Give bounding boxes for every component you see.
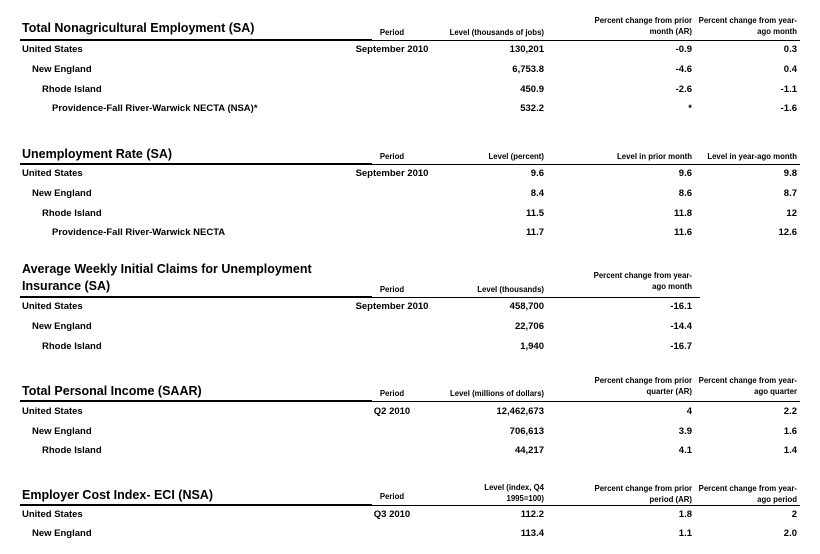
- table-row: [0, 297, 820, 317]
- change-prior-value: -2.6: [675, 84, 692, 95]
- region-name: Rhode Island: [42, 84, 102, 95]
- change-year-value: -16.7: [670, 341, 692, 352]
- table-row: [0, 317, 820, 337]
- table-row: [0, 60, 820, 80]
- change-year-value: 2: [791, 509, 797, 520]
- header-level: Level (thousands): [477, 285, 544, 294]
- table-row: [0, 337, 820, 357]
- table-row: [0, 40, 820, 60]
- change-year-value: 0.4: [783, 64, 797, 75]
- table-row: [0, 441, 820, 461]
- change-prior-value: 4.1: [678, 445, 692, 456]
- region-name: United States: [22, 301, 83, 312]
- level-value: 9.6: [530, 168, 544, 179]
- header-change-year: Percent change from year- ago month: [698, 16, 797, 36]
- level-value: 532.2: [520, 103, 544, 114]
- header-change-prior: Percent change from prior quarter (AR): [594, 376, 692, 396]
- change-year-value: 0.3: [783, 44, 797, 55]
- region-name: Rhode Island: [42, 445, 102, 456]
- change-year-value: 1.4: [783, 445, 797, 456]
- change-year-value: 9.8: [783, 168, 797, 179]
- header-period: Period: [379, 285, 405, 294]
- change-year-value: -1.1: [780, 84, 797, 95]
- region-name: New England: [32, 528, 92, 539]
- region-name: United States: [22, 406, 83, 417]
- table-row: [0, 164, 820, 184]
- change-year-value: 2.0: [783, 528, 797, 539]
- header-change-prior: Level in prior month: [617, 152, 692, 161]
- header-period: Period: [379, 389, 405, 398]
- level-value: 458,700: [509, 301, 544, 312]
- level-value: 22,706: [514, 321, 544, 332]
- period-value: September 2010: [355, 168, 429, 179]
- header-level: Level (percent): [488, 152, 544, 161]
- region-name: New England: [32, 321, 92, 332]
- change-year-value: 1.6: [783, 426, 797, 437]
- change-year-value: -14.4: [670, 321, 692, 332]
- table-row: [0, 80, 820, 100]
- level-value: 1,940: [520, 341, 544, 352]
- table-row: [0, 223, 820, 243]
- header-period: Period: [379, 492, 405, 501]
- section-title: Total Personal Income (SAAR): [22, 384, 202, 398]
- level-value: 450.9: [520, 84, 544, 95]
- level-value: 11.7: [526, 227, 544, 238]
- table-row: [0, 184, 820, 204]
- region-name: Rhode Island: [42, 208, 102, 219]
- table-row: [0, 99, 820, 119]
- header-period: Period: [379, 152, 405, 161]
- level-value: 8.4: [530, 188, 544, 199]
- period-value: Q3 2010: [373, 509, 411, 520]
- change-prior-value: 3.9: [678, 426, 692, 437]
- change-year-value: 12: [786, 208, 797, 219]
- region-name: New England: [32, 64, 92, 75]
- level-value: 6,753.8: [512, 64, 544, 75]
- level-value: 12,462,673: [496, 406, 544, 417]
- header-change-year: Level in year-ago month: [707, 152, 797, 161]
- period-value: September 2010: [355, 44, 429, 55]
- section-title: Total Nonagricultural Employment (SA): [22, 21, 255, 35]
- table-row: [0, 204, 820, 224]
- section-title: Unemployment Rate (SA): [22, 147, 173, 161]
- level-value: 113.4: [520, 528, 544, 539]
- change-year-value: -16.1: [670, 301, 692, 312]
- change-prior-value: 11.6: [674, 227, 692, 238]
- header-change-prior: Percent change from prior period (AR): [594, 484, 692, 504]
- level-value: 11.5: [526, 208, 544, 219]
- header-level: Level (thousands of jobs): [449, 28, 544, 37]
- header-level: Level (index, Q4 1995=100): [484, 483, 544, 503]
- header-level: Level (millions of dollars): [449, 389, 544, 398]
- change-year-value: 12.6: [778, 227, 797, 238]
- region-name: United States: [22, 509, 83, 520]
- change-prior-value: -4.6: [675, 64, 692, 75]
- change-prior-value: 8.6: [678, 188, 692, 199]
- region-name: New England: [32, 188, 92, 199]
- region-name: United States: [22, 44, 83, 55]
- section-title: Employer Cost Index- ECI (NSA): [22, 488, 213, 502]
- change-prior-value: *: [688, 103, 692, 114]
- region-name: Providence-Fall River-Warwick NECTA: [52, 227, 226, 238]
- region-name: United States: [22, 168, 83, 179]
- table-row: [0, 524, 820, 544]
- level-value: 44,217: [514, 445, 544, 456]
- change-prior-value: -0.9: [675, 44, 692, 55]
- header-change-year: Percent change from year- ago period: [698, 484, 797, 504]
- period-value: Q2 2010: [373, 406, 411, 417]
- table-row: [0, 505, 820, 525]
- level-value: 706,613: [509, 426, 544, 437]
- change-prior-value: 9.6: [678, 168, 692, 179]
- table-row: [0, 402, 820, 422]
- change-prior-value: 11.8: [674, 208, 692, 219]
- region-name: Providence-Fall River-Warwick NECTA (NSA)*: [52, 103, 258, 114]
- change-year-value: 8.7: [783, 188, 797, 199]
- period-value: September 2010: [355, 301, 429, 312]
- level-value: 112.2: [520, 509, 544, 520]
- region-name: Rhode Island: [42, 341, 102, 352]
- change-prior-value: 1.8: [678, 509, 692, 520]
- change-year-value: -1.6: [780, 103, 797, 114]
- section-title: Average Weekly Initial Claims for Unemployment Insurance (SA): [22, 262, 312, 293]
- header-change-year: Percent change from year- ago quarter: [698, 376, 797, 396]
- header-change-prior: Percent change from prior month (AR): [594, 16, 692, 36]
- level-value: 130,201: [509, 44, 544, 55]
- change-prior-value: 1.1: [678, 528, 692, 539]
- header-period: Period: [379, 28, 405, 37]
- table-row: [0, 422, 820, 442]
- region-name: New England: [32, 426, 92, 437]
- header-change-year: Percent change from year- ago month: [593, 271, 692, 291]
- change-year-value: 2.2: [783, 406, 797, 417]
- change-prior-value: 4: [686, 406, 692, 417]
